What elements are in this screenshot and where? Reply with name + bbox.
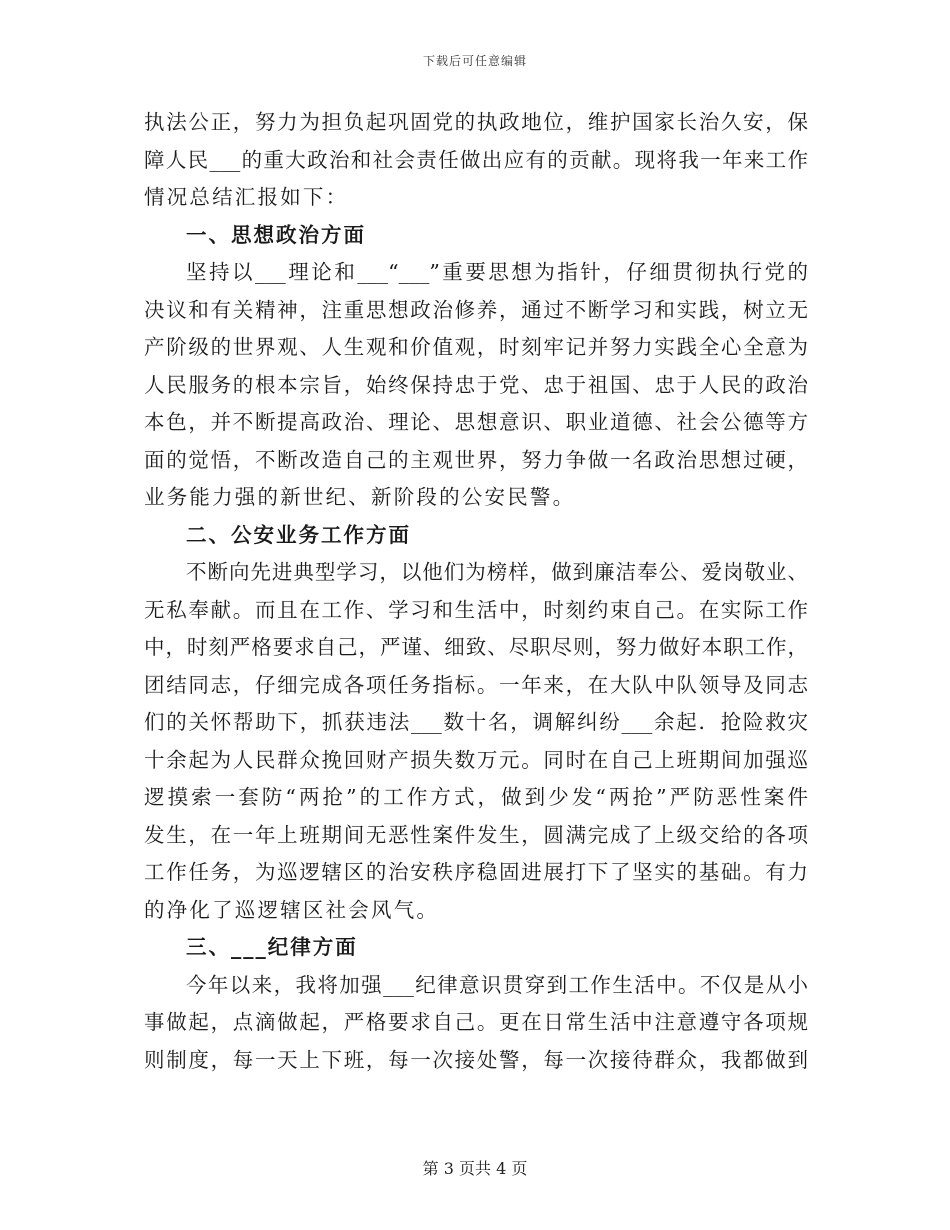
text-line: 今年以来，我将加强___纪律意识贯穿到工作生活中。不仅是从小 — [186, 972, 808, 997]
text-line: 发生，在一年上班期间无恶性案件发生，圆满完成了上级交给的各项 — [144, 822, 808, 847]
text-line: 事做起，点滴做起，严格要求自己。更在日常生活中注意遵守各项规 — [144, 1010, 808, 1034]
text-line: 逻摸索一套防“两抢”的工作方式，做到少发“两抢”严防恶性案件 — [144, 785, 808, 809]
section-heading: 一、思想政治方面 — [186, 222, 366, 247]
text-line: 则制度，每一天上下班，每一次接处警，每一次接待群众，我都做到 — [144, 1047, 808, 1072]
page-footer: 第 3 页共 4 页 — [422, 1159, 528, 1178]
text-line: 中，时刻严格要求自己，严谨、细致、尽职尽则，努力做好本职工作， — [144, 635, 808, 659]
page-header: 下载后可任意编辑 — [422, 54, 527, 68]
text-line: 面的觉悟，不断改造自己的主观世界，努力争做一名政治思想过硬， — [144, 447, 808, 472]
text-line: 的净化了巡逻辖区社会风气。 — [144, 897, 440, 922]
text-line: 决议和有关精神，注重思想政治修养，通过不断学习和实践，树立无 — [144, 297, 808, 322]
text-line: 人民服务的根本宗旨，始终保持忠于党、忠于祖国、忠于人民的政治 — [144, 372, 808, 397]
text-line: 本色，并不断提高政治、理论、思想意识、职业道德、社会公德等方 — [144, 410, 808, 434]
text-line: 们的关怀帮助下，抓获违法___数十名，调解纠纷___余起．抢险救灾 — [144, 710, 808, 734]
text-line: 坚持以___理论和___“___”重要思想为指针，仔细贯彻执行党的 — [186, 260, 808, 284]
document-body — [144, 104, 808, 1079]
section-heading: 二、公安业务工作方面 — [186, 522, 411, 547]
text-line: 无私奉献。而且在工作、学习和生活中，时刻约束自己。在实际工作 — [144, 597, 808, 622]
text-line: 执法公正，努力为担负起巩固党的执政地位，维护国家长治久安，保 — [144, 110, 808, 134]
text-line: 障人民___的重大政治和社会责任做出应有的贡献。现将我一年来工作 — [144, 147, 808, 172]
text-line: 工作任务，为巡逻辖区的治安秩序稳固进展打下了坚实的基础。有力 — [144, 860, 808, 884]
text-line: 十余起为人民群众挽回财产损失数万元。同时在自己上班期间加强巡 — [144, 747, 808, 772]
text-line: 不断向先进典型学习，以他们为榜样，做到廉洁奉公、爱岗敬业、 — [186, 560, 808, 584]
text-line: 业务能力强的新世纪、新阶段的公安民警。 — [144, 485, 576, 509]
text-line: 产阶级的世界观、人生观和价值观，时刻牢记并努力实践全心全意为 — [144, 335, 808, 359]
section-heading: 三、___纪律方面 — [186, 935, 358, 959]
text-line: 团结同志，仔细完成各项任务指标。一年来，在大队中队领导及同志 — [144, 672, 808, 697]
text-line: 情况总结汇报如下： — [144, 185, 349, 209]
